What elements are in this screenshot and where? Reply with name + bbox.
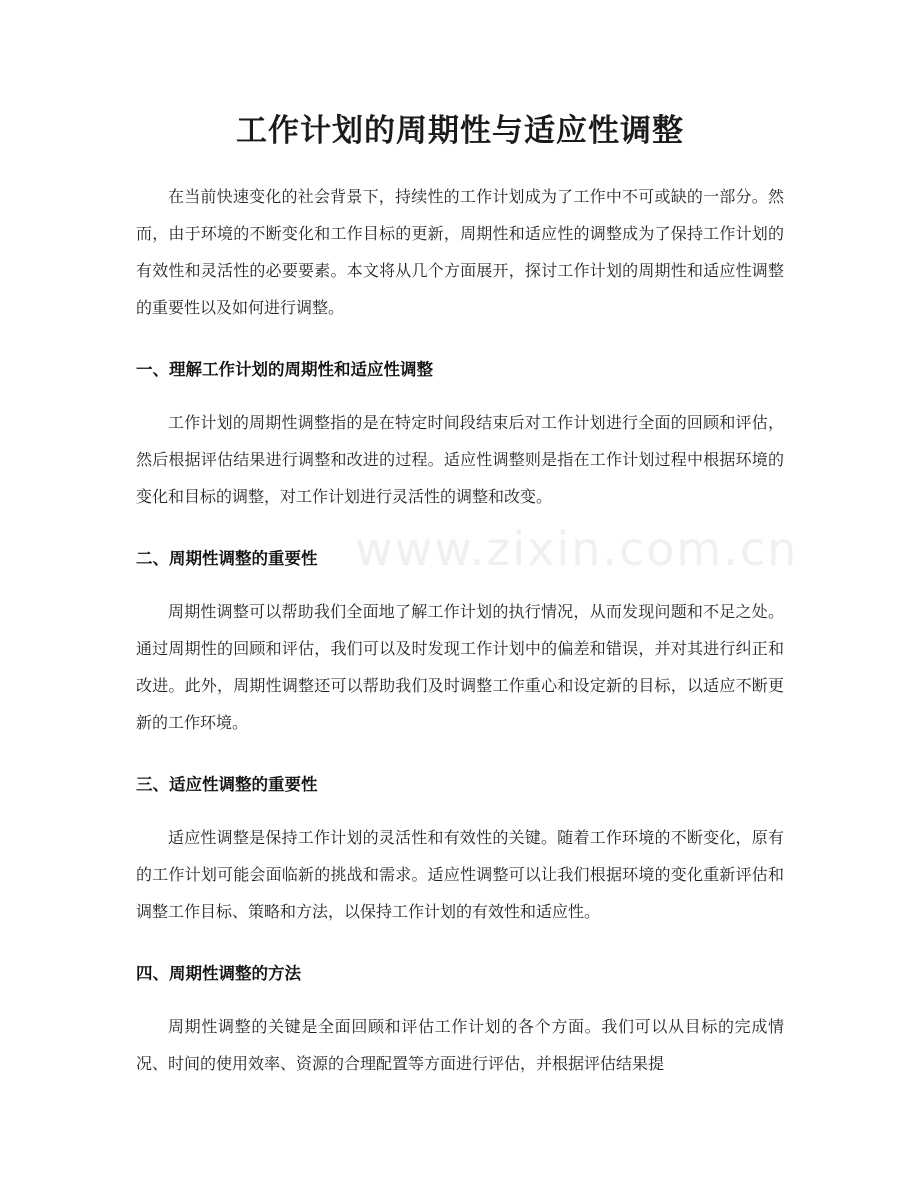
- section-heading-4: 四、周期性调整的方法: [136, 964, 301, 983]
- section-heading-3: 三、适应性调整的重要性: [136, 775, 318, 794]
- document-title: 工作计划的周期性与适应性调整: [236, 113, 684, 149]
- section-heading-2: 二、周期性调整的重要性: [136, 549, 318, 568]
- document-body: [136, 178, 784, 1082]
- section-paragraph-4: 周期性调整的关键是全面回顾和评估工作计划的各个方面。我们可以从目标的完成情况、时间的使用效率、资源的合理配置等方面进行评估，并根据评估结果提: [136, 1017, 784, 1073]
- intro-paragraph: 在当前快速变化的社会背景下，持续性的工作计划成为了工作中不可或缺的一部分。然而，由于环境的不断变化和工作目标的更新，周期性和适应性的调整成为了保持工作计划的有效性和灵活性的必要要素。本文将从几个方面展开，探讨工作计划的周期性和适应性调整的重要性以及如何进行调整。: [136, 187, 784, 317]
- watermark: www.zixin.com.cn: [355, 522, 799, 576]
- section-paragraph-3: 适应性调整是保持工作计划的灵活性和有效性的关键。随着工作环境的不断变化，原有的工作计划可能会面临新的挑战和需求。适应性调整可以让我们根据环境的变化重新评估和调整工作目标、策略和方法，以保持工作计划的有效性和适应性。: [136, 828, 784, 921]
- section-paragraph-1: 工作计划的周期性调整指的是在特定时间段结束后对工作计划进行全面的回顾和评估，然后根据评估结果进行调整和改进的过程。适应性调整则是指在工作计划过程中根据环境的变化和目标的调整，对工作计划进行灵活性的调整和改变。: [136, 413, 784, 506]
- section-heading-1: 一、理解工作计划的周期性和适应性调整: [136, 360, 433, 379]
- section-paragraph-2: 周期性调整可以帮助我们全面地了解工作计划的执行情况，从而发现问题和不足之处。通过周期性的回顾和评估，我们可以及时发现工作计划中的偏差和错误，并对其进行纠正和改进。此外，周期性调整还可以帮助我们及时调整工作重心和设定新的目标，以适应不断更新的工作环境。: [136, 602, 784, 732]
